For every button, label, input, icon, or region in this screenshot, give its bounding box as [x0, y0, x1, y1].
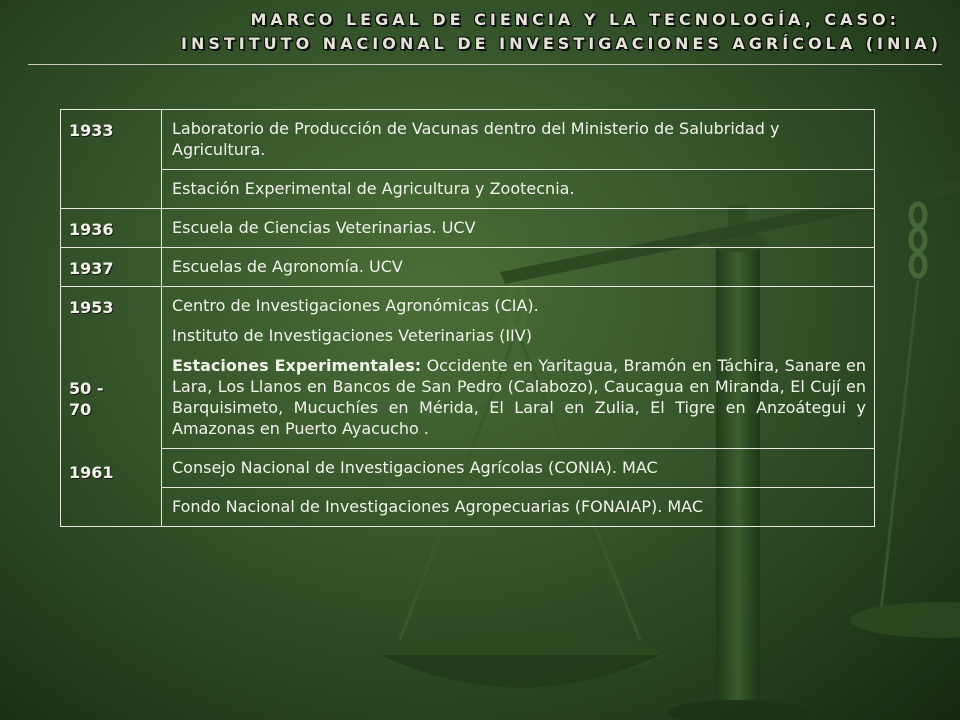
title-line-2: INSTITUTO NACIONAL DE INVESTIGACIONES AGRÍCOLA (INIA) — [181, 34, 942, 53]
entry-line — [172, 355, 866, 439]
entry-label: Estaciones Experimentales: — [172, 356, 422, 375]
entry-cell — [162, 287, 875, 449]
entry-cell: Escuelas de Agronomía. UCV — [162, 248, 875, 287]
entry-text: Occidente en Yaritagua, Bramón en Táchira, Sanare en Lara, Los Llanos en Bancos de San Pedro (Calabozo), Caucagua en Miranda, El Cují en Barquisimeto, Mucuchíes en Mérida, El Laral en Zulia, El Tigre en Anzoátegui y Amazonas en Puerto Ayacucho . — [172, 356, 866, 438]
year-cell: 1936 — [61, 209, 162, 248]
table-row — [61, 209, 875, 248]
year-label: 1953 — [69, 298, 114, 317]
table-row — [61, 170, 875, 209]
year-cell: 1933 — [61, 110, 162, 209]
entry-line: Instituto de Investigaciones Veterinarias (IIV) — [172, 326, 532, 345]
entry-cell: Consejo Nacional de Investigaciones Agrícolas (CONIA). MAC — [162, 449, 875, 488]
table-row — [61, 248, 875, 287]
year-cell: 1937 — [61, 248, 162, 287]
entry-cell: Laboratorio de Producción de Vacunas dentro del Ministerio de Salubridad y Agricultura. — [162, 110, 875, 170]
year-label: 1961 — [69, 463, 114, 482]
entry-cell: Estación Experimental de Agricultura y Zootecnia. — [162, 170, 875, 209]
table-row — [61, 110, 875, 170]
entry-cell: Fondo Nacional de Investigaciones Agropecuarias (FONAIAP). MAC — [162, 488, 875, 527]
timeline-table — [60, 109, 875, 527]
year-label: 50 - 70 — [69, 379, 104, 419]
table-row — [61, 287, 875, 449]
entry-line: Centro de Investigaciones Agronómicas (CIA). — [172, 296, 539, 315]
slide-title — [42, 8, 942, 56]
year-cell — [61, 287, 162, 527]
entry-cell: Escuela de Ciencias Veterinarias. UCV — [162, 209, 875, 248]
title-divider — [28, 64, 942, 65]
table-row — [61, 449, 875, 488]
title-line-1: MARCO LEGAL DE CIENCIA Y LA TECNOLOGÍA, CASO: — [250, 10, 900, 29]
table-row — [61, 488, 875, 527]
